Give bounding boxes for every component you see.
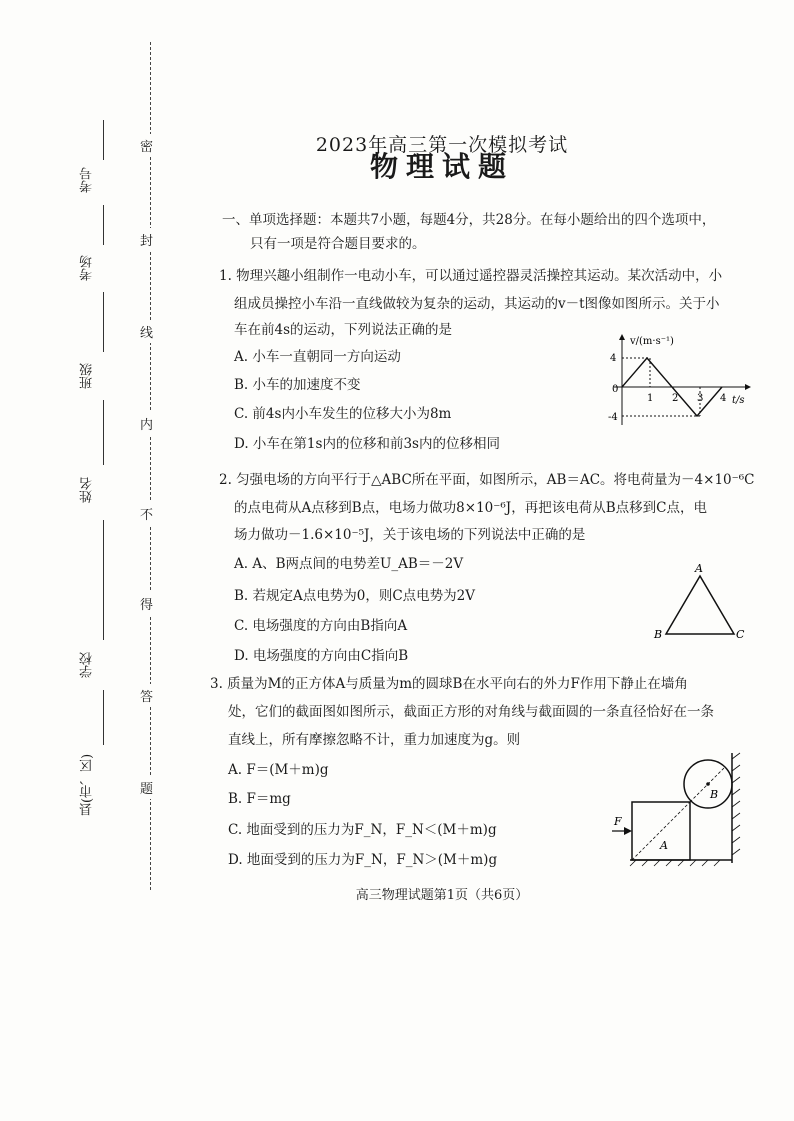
x-tick-label: 2 [672, 393, 679, 404]
q3-option-c: C. 地面受到的压力为F_N，F_N＜(M＋m)g [228, 822, 497, 838]
ball-center [706, 782, 710, 786]
q3-stem: 3. 质量为M的正方体A与质量为m的圆球B在水平向右的外力F作用下静止在墙角 [210, 676, 688, 692]
q2-option-c: C. 电场强度的方向由B指向A [234, 618, 408, 634]
q1-option-b: B. 小车的加速度不变 [234, 377, 361, 393]
vertex-c-label: C [736, 628, 745, 641]
class-label: 班级 [80, 363, 95, 389]
y-tick-label: 4 [610, 353, 617, 364]
name-label: 姓名 [80, 477, 95, 503]
page-footer: 高三物理试题第1页（共6页） [355, 888, 529, 903]
t-axis-label: t/s [732, 395, 745, 406]
exam-title: 2023年高三第一次模拟考试 [315, 134, 569, 156]
y-tick-label: 0 [612, 384, 619, 395]
q1-option-c: C. 前4s内小车发生的位移大小为8m [234, 406, 452, 422]
ball-label: B [710, 788, 719, 801]
q3-option-a: A. F＝(M＋m)g [228, 762, 329, 778]
school-line [103, 520, 104, 640]
section-heading-cont: 只有一项是符合题目要求的。 [250, 236, 426, 252]
triangle-figure [650, 558, 750, 648]
x-tick-label: 1 [647, 393, 654, 404]
triangle-abc [666, 576, 734, 634]
q2-stem: 场力做功－1.6×10⁻⁵J，关于该电场的下列说法中正确的是 [234, 527, 586, 543]
v-axis-label: v/(m·s⁻¹) [630, 336, 674, 347]
exam-room-label: 考场 [80, 255, 95, 281]
seal-char: 得 [140, 592, 153, 615]
q1-option-a: A. 小车一直朝同一方向运动 [234, 349, 401, 365]
q1-stem: 1. 物理兴趣小组制作一电动小车，可以通过遥控器灵活操控其运动。某次活动中，小 [219, 268, 723, 284]
ground-hatch [630, 860, 720, 866]
exam-room-line [103, 205, 104, 245]
vt-graph [610, 330, 758, 430]
q1-stem: 组成员操控小车沿一直线做较为复杂的运动，其运动的v－t图像如图所示。关于小 [234, 296, 720, 312]
cube-ball-figure [610, 745, 745, 867]
county-label: 县(市、区) [80, 753, 95, 817]
q1-stem: 车在前4s的运动，下列说法正确的是 [234, 322, 453, 338]
q2-stem: 的点电荷从A点移到B点，电场力做功8×10⁻⁶J，再把该电荷从B点移到C点，电 [234, 500, 707, 516]
y-tick-label: -4 [608, 412, 618, 423]
q3-option-b: B. F＝mg [228, 791, 291, 807]
exam-number-line [103, 120, 104, 160]
wall-hatch [732, 753, 740, 855]
exam-number-label: 考号 [80, 167, 95, 193]
cube-label: A [660, 839, 668, 852]
seal-char: 题 [140, 776, 153, 799]
seal-char: 线 [140, 320, 153, 343]
q2-option-d: D. 电场强度的方向由C指向B [234, 648, 409, 664]
x-tick-label: 4 [720, 393, 727, 404]
x-tick-label: 3 [697, 393, 704, 404]
seal-char: 内 [140, 412, 153, 435]
q3-stem: 处，它们的截面图如图所示，截面正方形的对角线与截面圆的一条直径恰好在一条 [228, 704, 714, 720]
seal-char: 不 [140, 502, 153, 525]
section-heading: 一、单项选择题：本题共7小题，每题4分，共28分。在每小题给出的四个选项中， [222, 212, 716, 228]
name-line [103, 400, 104, 465]
q1-option-d: D. 小车在第1s内的位移和前3s内的位移相同 [234, 436, 500, 452]
seal-char: 答 [140, 684, 153, 707]
force-label: F [614, 815, 622, 828]
subject-title: 物理试题 [369, 150, 514, 183]
school-label: 学校 [80, 652, 95, 678]
q3-option-d: D. 地面受到的压力为F_N，F_N＞(M＋m)g [228, 852, 498, 868]
q2-option-b: B. 若规定A点电势为0，则C点电势为2V [234, 588, 476, 604]
q2-stem: 2. 匀强电场的方向平行于△ABC所在平面，如图所示，AB＝AC。将电荷量为－4×10⁻⁶C [219, 472, 755, 488]
vertex-a-label: A [695, 562, 703, 575]
force-arrowhead [624, 827, 632, 835]
q2-option-a: A. A、B两点间的电势差U_AB＝－2V [234, 556, 464, 572]
seal-char: 封 [140, 228, 153, 251]
vertex-b-label: B [654, 628, 663, 641]
county-line [103, 690, 104, 745]
class-line [103, 292, 104, 352]
seal-line [150, 42, 151, 890]
seal-char: 密 [140, 134, 153, 157]
q3-stem: 直线上，所有摩擦忽略不计，重力加速度为g。则 [228, 732, 521, 748]
